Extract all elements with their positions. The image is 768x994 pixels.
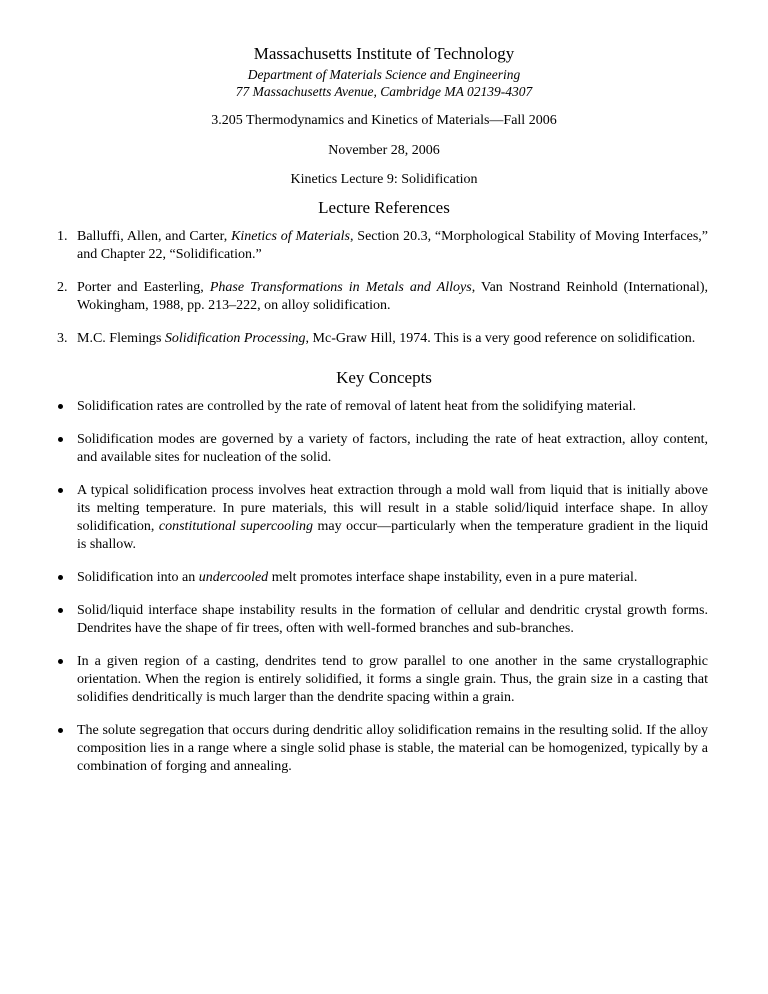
concept-item	[0, 431, 768, 467]
reference-number: 2.	[57, 280, 68, 295]
concept-text	[77, 602, 708, 638]
reference-item	[0, 279, 768, 315]
reference-book-title: Kinetics of Materials	[231, 229, 350, 244]
reference-text	[77, 279, 708, 315]
institution-name: Massachusetts Institute of Technology	[253, 44, 515, 63]
concept-text-part: The solute segregation that occurs during dendritic alloy solidification remains in the resulting solid. If the alloy composition lies in a range where a single solid phase is stable, the material can be homogenized, typically by a combination of forging and annealing.	[77, 723, 708, 774]
reference-details: , Section 20.3, “Morphological Stability of Moving Interfaces,” and Chapter 22, “Solidification.”	[77, 229, 708, 262]
reference-authors: Balluffi, Allen, and Carter,	[77, 229, 232, 244]
reference-book-title: Solidification Processing	[164, 331, 306, 346]
concept-emphasis: constitutional supercooling	[158, 519, 313, 534]
reference-number: 3.	[57, 331, 68, 346]
bullet-icon	[58, 437, 63, 442]
key-concepts-heading: Key Concepts	[336, 368, 432, 387]
reference-item	[0, 330, 768, 348]
concept-text	[77, 569, 708, 587]
bullet-icon	[58, 728, 63, 733]
reference-details: , Mc-Graw Hill, 1974. This is a very good reference on solidification.	[305, 331, 696, 346]
concept-text-part: may occur—particularly when the temperature gradient in the liquid is shallow.	[77, 519, 708, 552]
reference-authors: M.C. Flemings	[77, 331, 165, 346]
concept-item	[0, 722, 768, 776]
reference-item	[0, 228, 768, 264]
lecture-title: Kinetics Lecture 9: Solidification	[290, 172, 478, 187]
bullet-icon	[58, 608, 63, 613]
concept-text	[77, 653, 708, 707]
reference-details: , Van Nostrand Reinhold (International), Wokingham, 1988, pp. 213–222, on alloy solidification.	[77, 280, 708, 313]
concept-text	[77, 722, 708, 776]
reference-text	[77, 228, 708, 264]
concept-text-part: Solid/liquid interface shape instability results in the formation of cellular and dendritic crystal growth forms. Dendrites have the shape of fir trees, often with well-formed branches and sub-branches.	[77, 603, 708, 636]
concept-text-part: Solidification into an	[77, 570, 199, 585]
concept-item	[0, 569, 768, 587]
concept-text-part: Solidification rates are controlled by the rate of removal of latent heat from the solidifying material.	[77, 399, 637, 414]
bullet-icon	[58, 659, 63, 664]
department-name: Department of Materials Science and Engineering	[247, 67, 521, 82]
reference-book-title: Phase Transformations in Metals and Alloys	[209, 280, 472, 295]
concept-item	[0, 653, 768, 707]
concept-item	[0, 398, 768, 416]
concept-text-part: melt promotes interface shape instability, even in a pure material.	[268, 570, 638, 585]
bullet-icon	[58, 488, 63, 493]
concept-text	[77, 431, 708, 467]
bullet-icon	[58, 575, 63, 580]
references-list	[0, 228, 768, 363]
concept-text-part: A typical solidification process involves heat extraction through a mold wall from liquid that is initially above its melting temperature. In pure materials, this will result in a stable solid/liquid interface shape. In alloy solidification,	[77, 483, 708, 534]
concept-text-part: Solidification modes are governed by a variety of factors, including the rate of heat extraction, alloy content, and available sites for nucleation of the solid.	[77, 432, 708, 465]
reference-number: 1.	[57, 229, 68, 244]
reference-text	[77, 330, 708, 348]
key-concepts-list	[0, 398, 768, 791]
concept-item	[0, 482, 768, 554]
concept-text-part: In a given region of a casting, dendrites tend to grow parallel to one another in the same crystallographic orientation. When the region is entirely solidified, it forms a single grain. Thus, the grain size in a casting that solidifies dendritically is much larger than the dendrite spacing within a grain.	[77, 654, 708, 705]
references-heading: Lecture References	[318, 198, 450, 217]
concept-text	[77, 398, 708, 416]
address: 77 Massachusetts Avenue, Cambridge MA 02139-4307	[235, 84, 533, 99]
bullet-icon	[58, 404, 63, 409]
concept-emphasis: undercooled	[198, 570, 269, 585]
concept-item	[0, 602, 768, 638]
lecture-date: November 28, 2006	[328, 143, 440, 158]
concept-text	[77, 482, 708, 554]
course-title: 3.205 Thermodynamics and Kinetics of Materials—Fall 2006	[211, 113, 557, 128]
reference-authors: Porter and Easterling,	[77, 280, 210, 295]
